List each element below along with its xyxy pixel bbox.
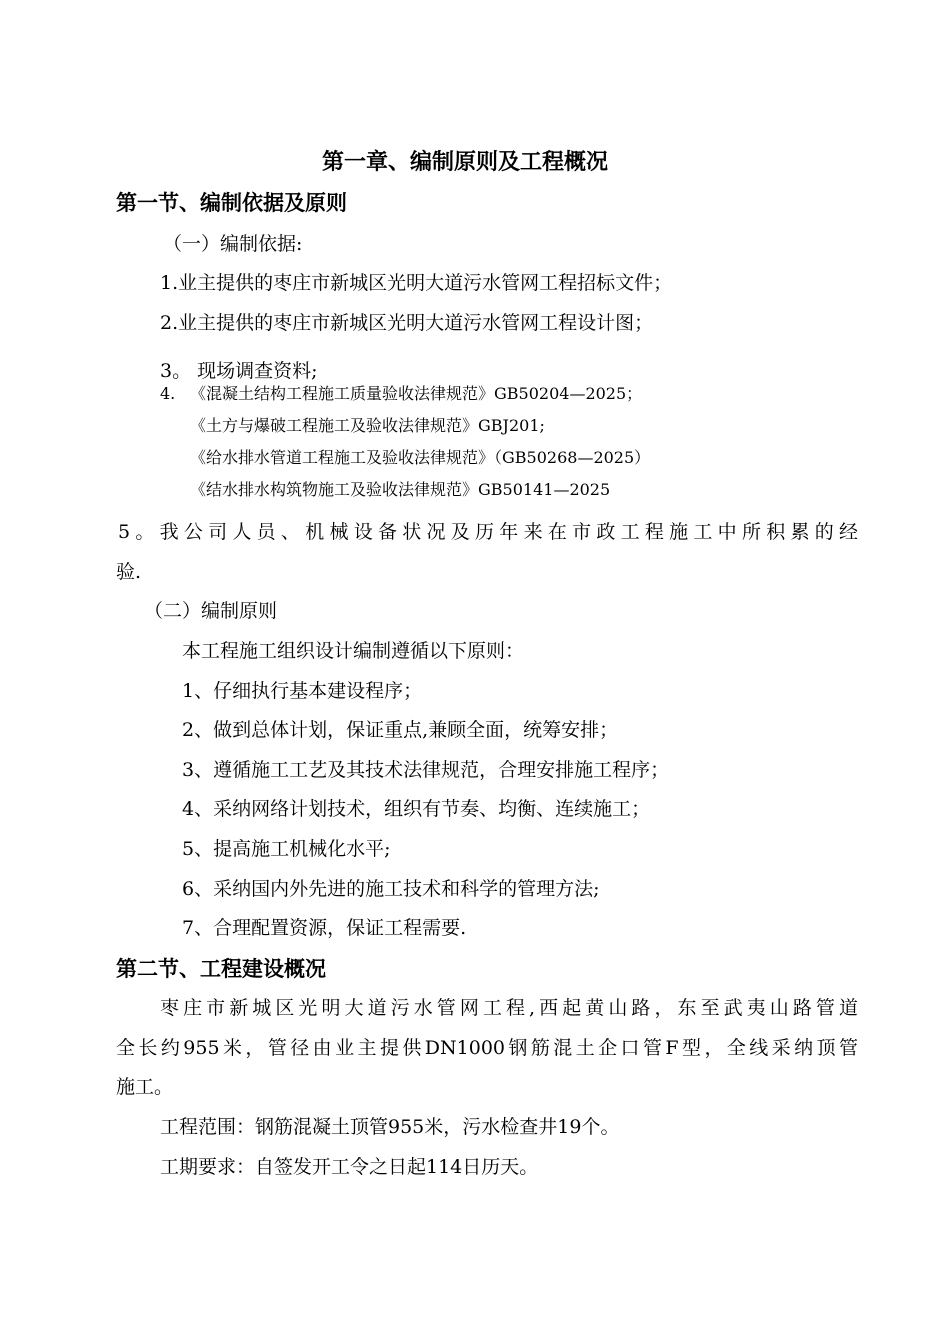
standards-label: 4.: [160, 384, 176, 403]
basis-item-1: 1.业主提供的枣庄市新城区光明大道污水管网工程招标文件；: [160, 272, 673, 294]
principle-item-2: 2、做到总体计划，保证重点,兼顾全面，统筹安排；: [182, 719, 619, 741]
principles-heading: （二）编制原则: [144, 600, 278, 622]
principle-item-6: 6、采纳国内外先进的施工技术和科学的管理方法;: [182, 878, 600, 900]
overview-paragraph-line1: 枣庄市新城区光明大道污水管网工程,西起黄山路，东至武夷山路管道: [160, 997, 858, 1019]
principles-intro: 本工程施工组织设计编制遵循以下原则：: [182, 640, 525, 662]
standard-item-2: 《土方与爆破工程施工及验收法律规范》GBJ201;: [190, 416, 545, 435]
principle-item-4: 4、采纳网络计划技术，组织有节奏、均衡、连续施工；: [182, 798, 651, 820]
chapter-title: 第一章、编制原则及工程概况: [322, 150, 609, 175]
principle-item-3: 3、遵循施工工艺及其技术法律规范，合理安排施工程序；: [182, 759, 670, 781]
principle-item-5: 5、提高施工机械化水平;: [182, 838, 391, 860]
basis-item-2: 2.业主提供的枣庄市新城区光明大道污水管网工程设计图；: [160, 312, 654, 334]
overview-paragraph-line3: 施工。: [116, 1076, 174, 1098]
standard-item-1: 《混凝土结构工程施工质量验收法律规范》GB50204—2025；: [190, 384, 643, 403]
project-scope: 工程范围：钢筋混凝土顶管955米，污水检查井19个。: [160, 1116, 620, 1138]
principle-item-1: 1、仔细执行基本建设程序；: [182, 680, 423, 702]
overview-paragraph-line2: 全长约955米，管径由业主提供DN1000钢筋混土企口管F型，全线采纳顶管: [116, 1037, 858, 1059]
section1-title: 第一节、编制依据及原则: [116, 191, 347, 215]
standard-item-4: 《结水排水构筑物施工及验收法律规范》GB50141—2025: [190, 480, 611, 499]
standard-item-3: 《给水排水管道工程施工及验收法律规范》（GB50268—2025）: [190, 448, 651, 467]
basis-item-5-line2: 验.: [116, 561, 142, 583]
project-duration: 工期要求：自签发开工令之日起114日历天。: [160, 1156, 539, 1178]
section2-title: 第二节、工程建设概况: [116, 957, 326, 981]
basis-item-3: 3。 现场调查资料;: [160, 360, 318, 382]
basis-item-5-line1: 5。我公司人员、机械设备状况及历年来在市政工程施工中所积累的经: [118, 521, 858, 543]
principle-item-7: 7、合理配置资源，保证工程需要.: [182, 917, 467, 939]
basis-heading: （一）编制依据:: [163, 233, 303, 255]
